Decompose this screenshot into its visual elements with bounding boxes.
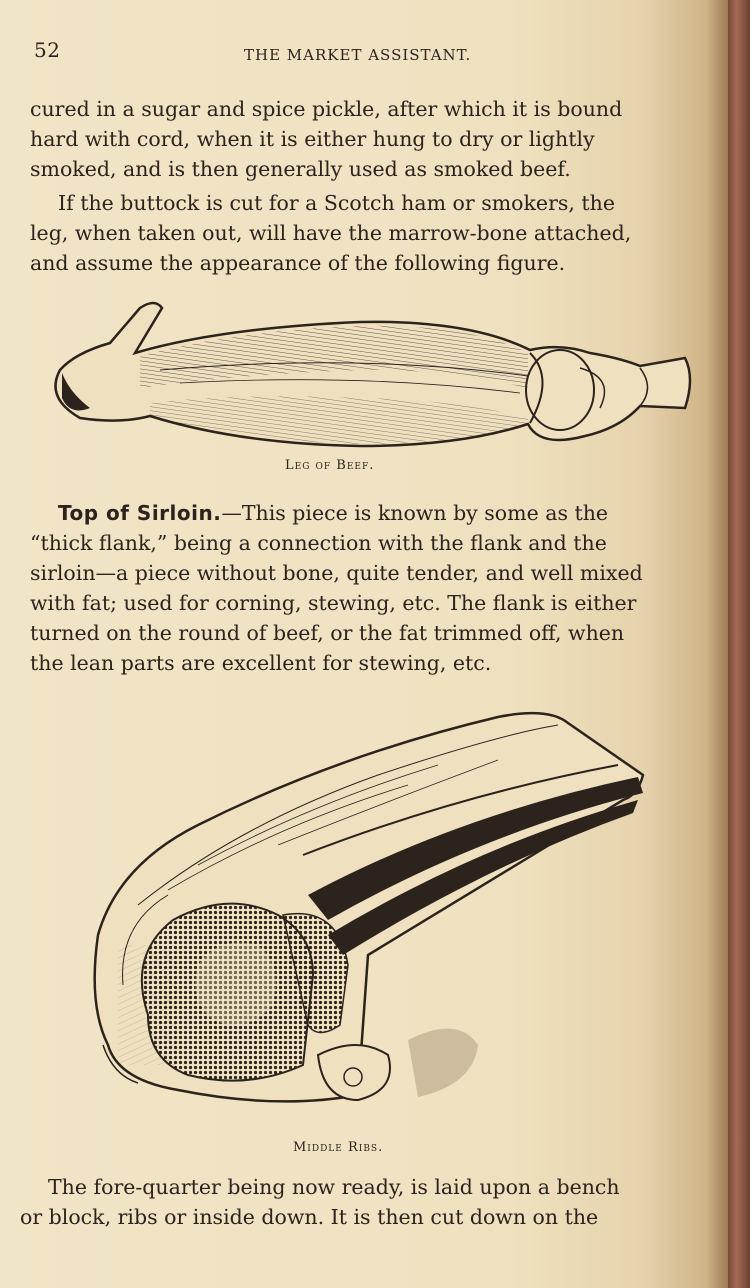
leg-of-beef-illustration bbox=[40, 298, 700, 450]
text-line: sirloin—a piece without bone, quite tender, and well mixed bbox=[30, 561, 643, 585]
section-heading: Top of Sirloin. bbox=[58, 501, 222, 525]
text-line: leg, when taken out, will have the marrow-bone attached, bbox=[30, 221, 632, 245]
text-line: If the buttock is cut for a Scotch ham or smokers, the bbox=[58, 191, 615, 215]
paragraph-buttock bbox=[30, 188, 631, 278]
text-line: and assume the appearance of the following figure. bbox=[30, 251, 566, 275]
text-line: the lean parts are excellent for stewing, etc. bbox=[30, 651, 492, 675]
paragraph-fore-quarter bbox=[20, 1172, 620, 1232]
text-line: —This piece is known by some as the bbox=[221, 501, 609, 525]
text-line: or block, ribs or inside down. It is then cut down on the bbox=[20, 1205, 599, 1229]
paragraph-continued bbox=[30, 94, 622, 184]
text-line: “thick flank,” being a connection with the flank and the bbox=[30, 531, 607, 555]
figure-caption-middle-ribs: Middle Ribs. bbox=[293, 1140, 384, 1155]
middle-ribs-illustration bbox=[78, 705, 658, 1125]
text-line: smoked, and is then generally used as smoked beef. bbox=[30, 157, 571, 181]
text-line: turned on the round of beef, or the fat trimmed off, when bbox=[30, 621, 625, 645]
paragraph-top-of-sirloin bbox=[30, 498, 643, 678]
text-line: with fat; used for corning, stewing, etc. The flank is either bbox=[30, 591, 637, 615]
page-number: 52 bbox=[34, 38, 61, 62]
text-line: The fore-quarter being now ready, is laid upon a bench bbox=[48, 1175, 620, 1199]
text-line: cured in a sugar and spice pickle, after which it is bound bbox=[30, 97, 623, 121]
book-cover-edge bbox=[728, 0, 750, 1288]
running-title: THE MARKET ASSISTANT. bbox=[244, 46, 472, 64]
figure-caption-leg-of-beef: Leg of Beef. bbox=[285, 458, 375, 473]
text-line: hard with cord, when it is either hung to dry or lightly bbox=[30, 127, 595, 151]
